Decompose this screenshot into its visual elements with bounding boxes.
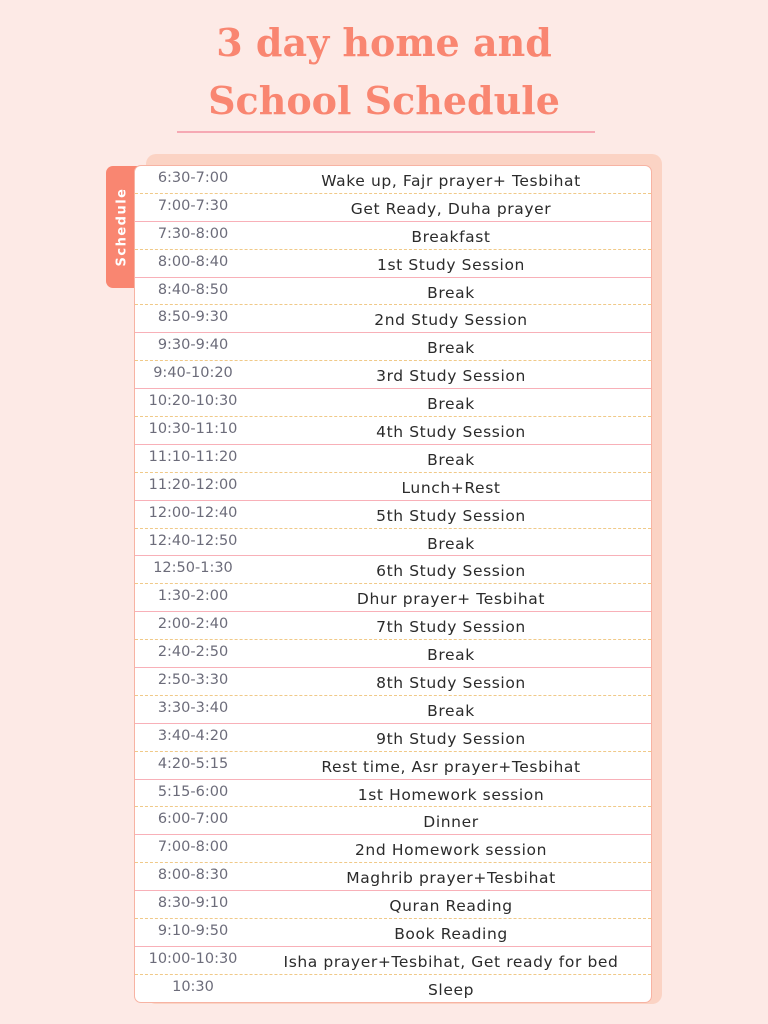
schedule-time: 9:40-10:20 <box>153 365 233 382</box>
schedule-time: 3:30-3:40 <box>157 699 229 716</box>
schedule-activity: Rest time, Asr prayer+Tesbihat <box>321 757 581 776</box>
title-line-2: School Schedule <box>208 78 560 123</box>
schedule-row <box>135 556 651 584</box>
schedule-activity: Break <box>427 534 475 553</box>
schedule-row <box>135 250 651 278</box>
schedule-row <box>135 584 651 612</box>
schedule-row <box>135 752 651 780</box>
schedule-row <box>135 417 651 445</box>
schedule-activity: Book Reading <box>394 925 508 944</box>
schedule-activity: Lunch+Rest <box>401 478 501 497</box>
schedule-time: 6:30-7:00 <box>157 170 229 186</box>
schedule-row <box>135 305 651 333</box>
schedule-time: 3:40-4:20 <box>157 727 229 744</box>
schedule-row <box>135 724 651 752</box>
schedule-row <box>135 807 651 835</box>
schedule-time: 8:00-8:30 <box>157 867 229 884</box>
schedule-row <box>135 166 651 194</box>
schedule-activity: Wake up, Fajr prayer+ Tesbihat <box>321 172 581 190</box>
schedule-row <box>135 696 651 724</box>
schedule-activity: Break <box>427 283 475 302</box>
schedule-time: 7:00-7:30 <box>157 197 229 214</box>
schedule-row <box>135 863 651 891</box>
schedule-row <box>135 529 651 557</box>
schedule-time: 2:00-2:40 <box>157 616 229 633</box>
schedule-row <box>135 194 651 222</box>
schedule-activity: Dhur prayer+ Tesbihat <box>356 590 546 609</box>
schedule-time: 6:00-7:00 <box>157 811 229 828</box>
schedule-time: 10:20-10:30 <box>148 393 238 410</box>
schedule-activity: 2nd Homework session <box>354 841 548 860</box>
schedule-activity: Get Ready, Duha prayer <box>350 199 552 218</box>
schedule-activity: 1st Study Session <box>377 255 525 274</box>
schedule-activity: Maghrib prayer+Tesbihat <box>346 869 556 888</box>
schedule-row <box>135 835 651 863</box>
schedule-time: 2:40-2:50 <box>157 644 229 661</box>
schedule-time: 10:00-10:30 <box>148 950 238 967</box>
schedule-activity: 7th Study Session <box>376 618 526 637</box>
schedule-activity: Dinner <box>423 813 479 832</box>
schedule-row <box>135 919 651 947</box>
schedule-time: 8:40-8:50 <box>157 281 229 298</box>
schedule-time: 8:30-9:10 <box>157 895 229 912</box>
schedule-time: 5:15-6:00 <box>157 783 229 800</box>
schedule-time: 9:10-9:50 <box>157 923 229 940</box>
schedule-time: 2:50-3:30 <box>157 672 229 689</box>
schedule-activity: Quran Reading <box>389 897 513 916</box>
schedule-activity: 4th Study Session <box>376 423 526 442</box>
schedule-activity: Break <box>427 395 475 414</box>
schedule-row <box>135 389 651 417</box>
schedule-time: 8:50-9:30 <box>157 309 229 326</box>
schedule-row <box>135 445 651 473</box>
schedule-time: 7:00-8:00 <box>157 839 229 856</box>
schedule-row <box>135 780 651 808</box>
title-divider <box>177 131 595 133</box>
schedule-time: 12:50-1:30 <box>153 560 233 577</box>
schedule-row <box>135 278 651 306</box>
schedule-activity: 5th Study Session <box>376 506 526 525</box>
schedule-activity: Break <box>427 339 475 358</box>
schedule-row <box>135 891 651 919</box>
schedule-time: 12:40-12:50 <box>148 532 238 549</box>
schedule-row <box>135 947 651 975</box>
schedule-row <box>135 222 651 250</box>
schedule-row <box>135 975 651 1003</box>
schedule-row <box>135 640 651 668</box>
schedule-time: 10:30 <box>172 978 214 995</box>
schedule-time: 9:30-9:40 <box>157 337 229 354</box>
schedule-activity: 6th Study Session <box>376 562 526 581</box>
schedule-activity: Breakfast <box>411 227 491 246</box>
schedule-activity: Isha prayer+Tesbihat, Get ready for bed <box>283 952 619 971</box>
side-tab-label: Schedule <box>114 187 130 267</box>
schedule-row <box>135 612 651 640</box>
title-line-1: 3 day home and <box>216 20 552 65</box>
schedule-time: 10:30-11:10 <box>148 421 238 438</box>
schedule-row <box>135 333 651 361</box>
schedule-table <box>134 165 652 1003</box>
schedule-row <box>135 361 651 389</box>
schedule-time: 12:00-12:40 <box>148 504 238 521</box>
schedule-activity: 3rd Study Session <box>376 367 526 386</box>
schedule-activity: 1st Homework session <box>357 785 545 804</box>
schedule-activity: Break <box>427 646 475 665</box>
schedule-time: 11:10-11:20 <box>148 448 238 465</box>
schedule-row <box>135 473 651 501</box>
schedule-activity: Break <box>427 701 475 720</box>
schedule-activity: Sleep <box>427 980 475 999</box>
page-title <box>0 14 768 130</box>
schedule-activity: Break <box>427 450 475 469</box>
schedule-time: 4:20-5:15 <box>157 755 229 772</box>
schedule-row <box>135 501 651 529</box>
schedule-row <box>135 668 651 696</box>
schedule-time: 11:20-12:00 <box>148 476 238 493</box>
schedule-activity: 9th Study Session <box>376 729 526 748</box>
schedule-time: 8:00-8:40 <box>157 253 229 270</box>
schedule-activity: 2nd Study Session <box>374 311 528 330</box>
schedule-time: 7:30-8:00 <box>157 225 229 242</box>
schedule-activity: 8th Study Session <box>376 674 526 693</box>
schedule-time: 1:30-2:00 <box>157 588 229 605</box>
